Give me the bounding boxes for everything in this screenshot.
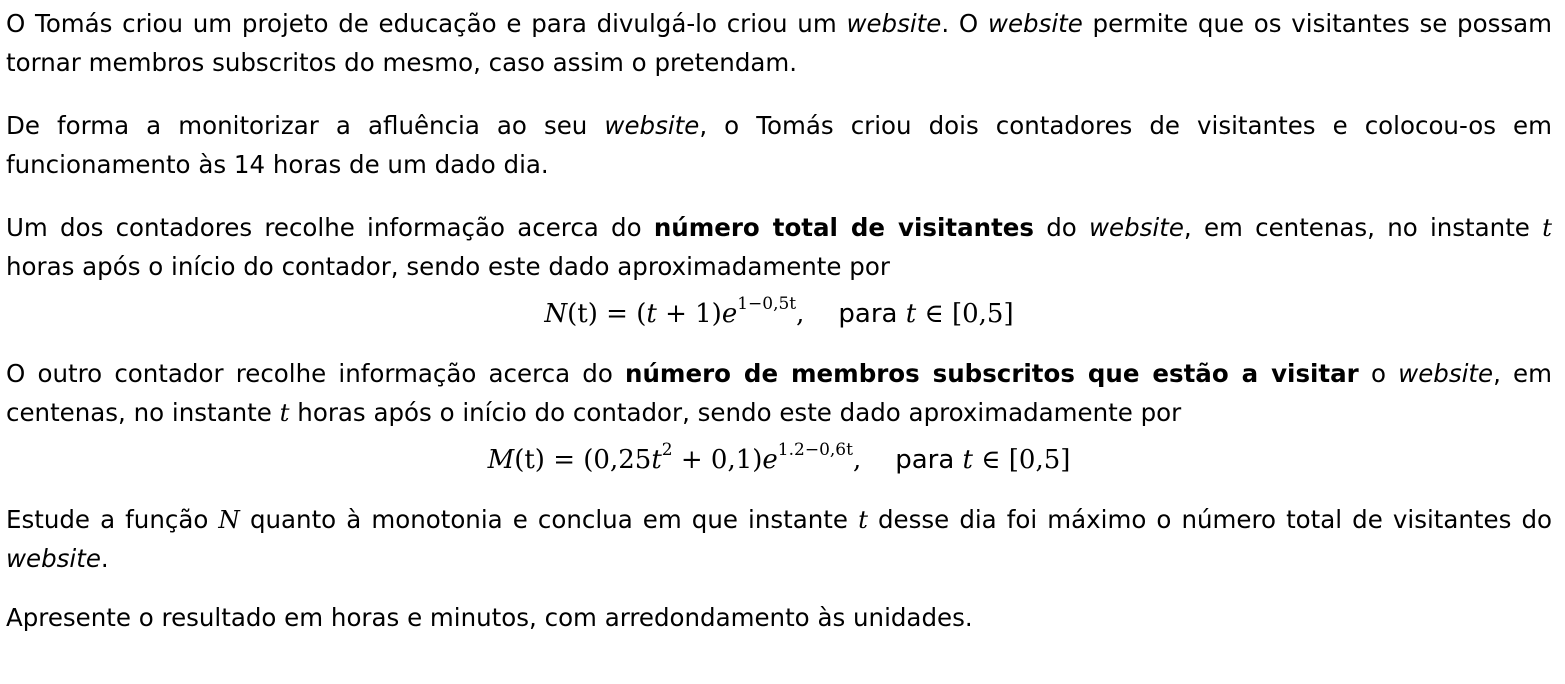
variable-t: t bbox=[905, 299, 917, 329]
subscribed-members-paragraph bbox=[6, 354, 1552, 432]
website-term: website bbox=[1089, 213, 1184, 242]
text-run: De forma a monitorizar a afluência ao seu bbox=[6, 111, 605, 140]
function-name: N bbox=[544, 299, 568, 329]
text-run: o bbox=[1358, 359, 1399, 388]
euler-e: e bbox=[762, 445, 778, 475]
domain-word: para bbox=[838, 299, 898, 329]
domain-word: para bbox=[895, 445, 955, 475]
variable-t: t bbox=[646, 299, 657, 329]
total-visitors-paragraph bbox=[6, 208, 1552, 286]
text-run: . bbox=[100, 544, 109, 573]
intro-paragraph bbox=[6, 4, 1552, 82]
function-name: M bbox=[487, 445, 515, 475]
formula-part: = (0,25 bbox=[544, 445, 652, 475]
formula-comma: , bbox=[796, 299, 805, 329]
text-run: Um dos contadores recolhe informação acerca do bbox=[6, 213, 654, 242]
text-run: Estude a função bbox=[6, 505, 219, 534]
counters-paragraph bbox=[6, 106, 1552, 184]
website-term: website bbox=[6, 544, 101, 573]
website-term: website bbox=[1398, 359, 1494, 388]
variable-t: t bbox=[962, 445, 973, 475]
bold-term: número total de visitantes bbox=[653, 213, 1034, 242]
square-exponent: 2 bbox=[661, 440, 673, 460]
text-run: O Tomás criou um projeto de educação e para divulgá-lo criou um bbox=[6, 9, 847, 38]
variable-t: t bbox=[279, 398, 290, 427]
text-run: , o Tomás criou dois contadores de visitantes e colocou-os em funcionamento às 14 horas de um dado dia. bbox=[6, 111, 1553, 179]
variable-t: t bbox=[1542, 213, 1552, 242]
text-run: do bbox=[1033, 213, 1089, 242]
formula-comma: , bbox=[852, 445, 862, 475]
website-term: website bbox=[987, 9, 1083, 38]
text-run: horas após o início do contador, sendo este dado aproximadamente por bbox=[6, 252, 890, 281]
euler-e: e bbox=[721, 299, 738, 329]
text-run: quanto à monotonia e conclua em que instante bbox=[239, 505, 859, 534]
function-arg: (t) bbox=[514, 445, 545, 475]
formula-part: + 1) bbox=[656, 299, 722, 329]
task-paragraph bbox=[6, 500, 1552, 578]
exponent: 1.2−0,6t bbox=[777, 440, 853, 460]
text-run: . O bbox=[941, 9, 988, 38]
text-run: , em centenas, no instante bbox=[1183, 213, 1543, 242]
bold-term: número de membros subscritos que estão a visitar bbox=[625, 359, 1359, 388]
text-run: , em centenas, no instante bbox=[6, 359, 1552, 427]
formula-m bbox=[6, 440, 1552, 480]
text-run: O outro contador recolhe informação acerca do bbox=[6, 359, 626, 388]
answer-format-paragraph: Apresente o resultado em horas e minutos, com arredondamento às unidades. bbox=[6, 603, 973, 632]
document-body bbox=[6, 4, 1552, 637]
domain-interval: ∈ [0,5] bbox=[973, 445, 1071, 475]
domain-interval: ∈ [0,5] bbox=[916, 299, 1014, 329]
website-term: website bbox=[846, 9, 942, 38]
exponent: 1−0,5t bbox=[737, 294, 797, 314]
text-run: permite que os visitantes se possam tornar membros subscritos do mesmo, caso assim o pretendam. bbox=[6, 9, 1552, 77]
function-arg: (t) bbox=[567, 299, 598, 329]
text-run: horas após o início do contador, sendo este dado aproximadamente por bbox=[289, 398, 1182, 427]
text-run: desse dia foi máximo o número total de visitantes do bbox=[867, 505, 1552, 534]
variable-t: t bbox=[651, 445, 662, 475]
formula-part: = ( bbox=[597, 299, 647, 329]
variable-t: t bbox=[858, 505, 868, 534]
function-name: N bbox=[218, 505, 240, 534]
formula-part: + 0,1) bbox=[672, 445, 763, 475]
formula-n bbox=[6, 294, 1552, 334]
website-term: website bbox=[604, 111, 700, 140]
